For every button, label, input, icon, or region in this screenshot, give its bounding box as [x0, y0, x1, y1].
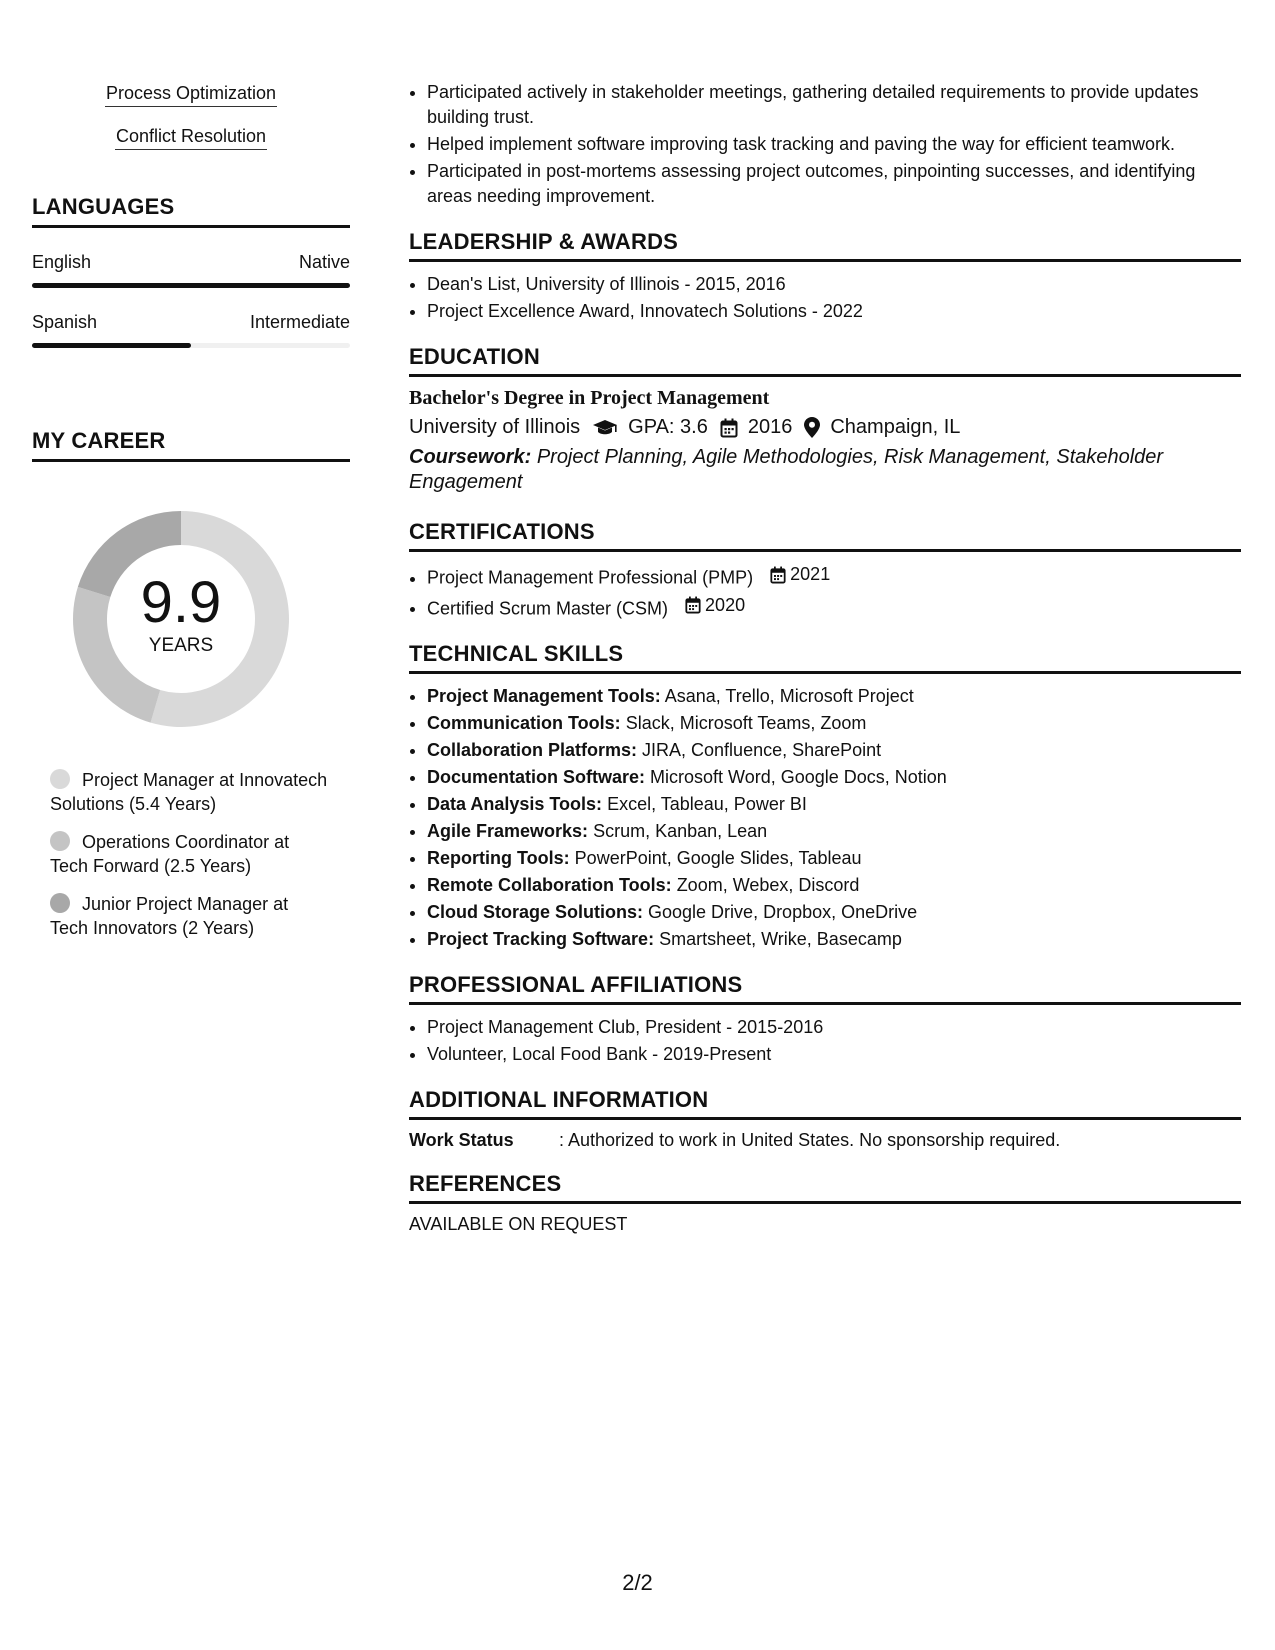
legend-dot-icon — [50, 769, 70, 789]
leadership-list — [409, 272, 1241, 324]
certification-year: 2020 — [705, 594, 746, 615]
skill-category: Project Tracking Software: — [427, 929, 655, 949]
work-status-label: Work Status — [409, 1130, 514, 1150]
experience-bullet: • Helped implement software improving task tracking and paving the way for efficient teamwork. — [427, 132, 1241, 157]
education-degree: Bachelor's Degree in Project Management — [409, 387, 770, 409]
skill-category: Agile Frameworks: — [427, 821, 589, 841]
certifications-heading: CERTIFICATIONS — [409, 519, 1241, 552]
education-heading: EDUCATION — [409, 344, 1241, 377]
education-location: Champaign, IL — [830, 416, 961, 438]
affiliations-heading: PROFESSIONAL AFFILIATIONS — [409, 972, 1241, 1005]
technical-skill-item — [427, 792, 1241, 817]
certification-item — [427, 562, 1241, 591]
career-legend — [50, 768, 350, 940]
skill-category: Collaboration Platforms: — [427, 740, 638, 760]
left-column — [32, 80, 350, 954]
skill-tag: Conflict Resolution — [115, 123, 267, 150]
skill-category: Documentation Software: — [427, 767, 646, 787]
career-legend-item — [50, 768, 330, 816]
language-level: Intermediate — [249, 312, 350, 332]
technical-skills-heading: TECHNICAL SKILLS — [409, 641, 1241, 674]
leadership-item: • Project Excellence Award, Innovatech Solutions - 2022 — [427, 299, 1241, 324]
career-legend-text: Project Manager at Innovatech Solutions (5.4 Years) — [50, 770, 328, 814]
coursework-text: Project Planning, Agile Methodologies, Risk Management, Stakeholder Engagement — [409, 446, 1164, 493]
language-name: English — [32, 252, 92, 272]
technical-skill-item — [427, 684, 1241, 709]
skill-tag: Process Optimization — [105, 80, 277, 107]
career-total-years: 9.9 — [140, 570, 222, 635]
skill-values: Google Drive, Dropbox, OneDrive — [648, 902, 918, 922]
skill-values: Zoom, Webex, Discord — [676, 875, 860, 895]
technical-skill-item — [427, 873, 1241, 898]
language-item — [32, 252, 350, 288]
education-year: 2016 — [747, 416, 793, 438]
education-school: University of Illinois — [409, 416, 581, 438]
technical-skill-item — [427, 927, 1241, 952]
technical-skills-list — [409, 684, 1241, 952]
skill-values: Excel, Tableau, Power BI — [607, 794, 807, 814]
career-legend-item — [50, 892, 330, 940]
skill-category: Remote Collaboration Tools: — [427, 875, 672, 895]
skill-category: Project Management Tools: — [427, 686, 661, 706]
skill-category: Reporting Tools: — [427, 848, 570, 868]
right-column — [409, 80, 1241, 1235]
leadership-item: • Dean's List, University of Illinois - 2015, 2016 — [427, 272, 1241, 297]
technical-skill-item — [427, 900, 1241, 925]
career-total-unit: YEARS — [148, 635, 214, 656]
additional-info-heading: ADDITIONAL INFORMATION — [409, 1087, 1241, 1120]
career-heading: MY CAREER — [32, 428, 350, 462]
affiliations-list — [409, 1015, 1241, 1067]
language-bar — [32, 283, 350, 288]
certification-year: 2021 — [790, 564, 831, 584]
career-legend-text: Operations Coordinator at Tech Forward (2.5 Years) — [50, 832, 290, 876]
affiliation-item: • Volunteer, Local Food Bank - 2019-Present — [427, 1042, 1241, 1067]
legend-dot-icon — [50, 893, 70, 913]
skill-values: Slack, Microsoft Teams, Zoom — [625, 713, 867, 733]
work-status-value: : Authorized to work in United States. No sponsorship required. — [559, 1130, 1061, 1150]
certification-name: Project Management Professional (PMP) — [427, 567, 754, 588]
skill-category: Data Analysis Tools: — [427, 794, 603, 814]
languages-heading: LANGUAGES — [32, 194, 350, 228]
calendar-icon — [685, 596, 701, 614]
career-donut-chart — [66, 504, 296, 734]
references-text: AVAILABLE ON REQUEST — [409, 1214, 628, 1234]
education-details — [409, 416, 1241, 439]
education-gpa: GPA: 3.6 — [628, 416, 708, 438]
technical-skill-item — [427, 738, 1241, 763]
skill-values: PowerPoint, Google Slides, Tableau — [574, 848, 862, 868]
skill-values: Scrum, Kanban, Lean — [593, 821, 768, 841]
language-name: Spanish — [32, 312, 98, 332]
technical-skill-item — [427, 765, 1241, 790]
career-legend-text: Junior Project Manager at Tech Innovators (2 Years) — [50, 894, 289, 938]
technical-skill-item — [427, 819, 1241, 844]
certification-item — [427, 593, 1241, 622]
references-heading: REFERENCES — [409, 1171, 1241, 1204]
experience-bullet: • Participated actively in stakeholder meetings, gathering detailed requirements to provide updates building trust. — [427, 80, 1241, 130]
language-bar-fill — [32, 343, 191, 348]
work-status-row — [409, 1130, 1241, 1151]
career-legend-item — [50, 830, 330, 878]
education-coursework — [409, 445, 1241, 495]
language-bar-fill — [32, 283, 350, 288]
legend-dot-icon — [50, 831, 70, 851]
skill-category: Communication Tools: — [427, 713, 621, 733]
skill-values: Microsoft Word, Google Docs, Notion — [650, 767, 947, 787]
calendar-icon — [770, 566, 786, 584]
language-item — [32, 312, 350, 348]
language-level: Native — [298, 252, 350, 272]
technical-skill-item — [427, 846, 1241, 871]
graduation-cap-icon — [592, 419, 618, 437]
certification-name: Certified Scrum Master (CSM) — [427, 598, 669, 618]
certifications-list — [409, 562, 1241, 621]
leadership-heading: LEADERSHIP & AWARDS — [409, 229, 1241, 262]
affiliation-item: • Project Management Club, President - 2015-2016 — [427, 1015, 1241, 1040]
calendar-icon — [720, 418, 738, 438]
technical-skill-item — [427, 711, 1241, 736]
skill-values: Asana, Trello, Microsoft Project — [664, 686, 914, 706]
map-pin-icon — [804, 417, 820, 438]
language-bar — [32, 343, 350, 348]
experience-bullet: • Participated in post-mortems assessing project outcomes, pinpointing successes, and identifying areas needing improvement. — [427, 159, 1241, 209]
page-number: 2/2 — [622, 1570, 653, 1595]
skill-category: Cloud Storage Solutions: — [427, 902, 643, 922]
skill-values: Smartsheet, Wrike, Basecamp — [659, 929, 902, 949]
skill-values: JIRA, Confluence, SharePoint — [642, 740, 882, 760]
experience-bullets — [409, 80, 1241, 209]
coursework-label: Coursework: — [409, 446, 532, 468]
